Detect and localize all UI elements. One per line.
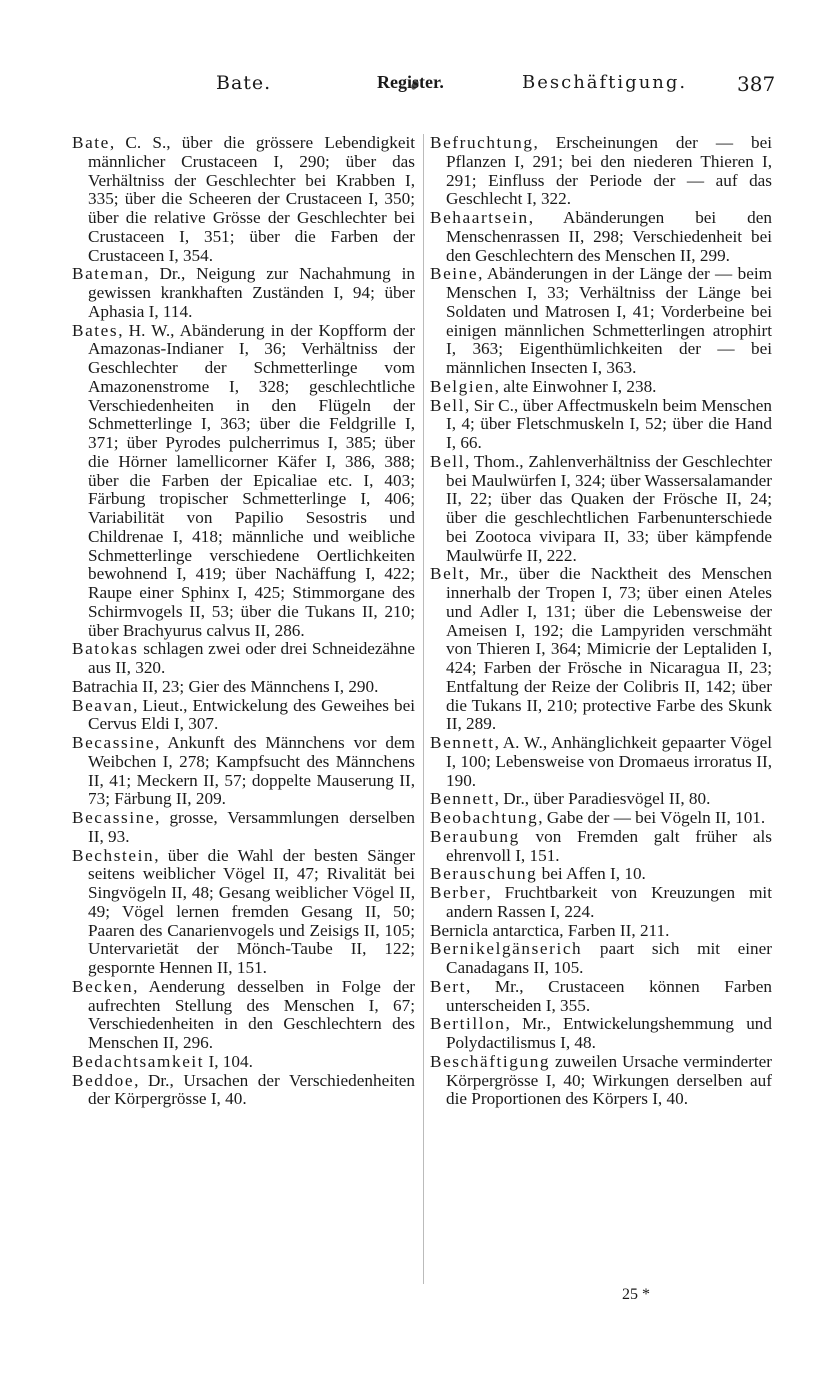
entry-headword: Beddoe xyxy=(72,1070,135,1090)
index-entry xyxy=(72,134,415,265)
index-column-right xyxy=(430,134,772,1109)
index-entry xyxy=(72,265,415,321)
entry-headword: Bertillon xyxy=(430,1014,506,1034)
entry-text: , Abänderungen in der Länge der — beim Menschen I, 33; Verhältniss der Länge bei Soldaten und Matrosen I, 41; Vorderbeine bei einigen männlichen Schmetterlingen atrophirt I, 363; Eigenthümlichkeiten der — bei männlichen Insecten I, 363. xyxy=(446,264,772,377)
entry-headword: Bernikelgänserich xyxy=(430,939,583,959)
entry-text: schlagen zwei oder drei Schneidezähne aus II, 320. xyxy=(88,639,415,677)
entry-text: , Dr., über Paradiesvögel II, 80. xyxy=(494,789,711,809)
index-entry xyxy=(72,809,415,847)
index-entry xyxy=(430,209,772,265)
entry-text: , Aenderung desselben in Folge der aufrechten Stellung des Menschen I, 67; Verschiedenheiten in den Geschlechtern des Menschen II, 296. xyxy=(88,976,415,1052)
entry-headword: Bates xyxy=(72,320,119,340)
entry-headword: Bert xyxy=(430,976,466,996)
entry-headword: Becken xyxy=(72,976,134,996)
entry-headword: Bedachtsamkeit xyxy=(72,1051,205,1071)
index-entry xyxy=(430,265,772,378)
entry-headword: Beraubung xyxy=(430,826,520,846)
entry-headword: Beine xyxy=(430,264,479,284)
entry-text: von Fremden galt früher als ehrenvoll I, 151. xyxy=(446,826,772,865)
entry-text: , Dr., Ursachen der Verschiedenheiten der Körpergrösse I, 40. xyxy=(88,1070,415,1109)
column-divider xyxy=(423,134,424,1284)
entry-text: , grosse, Versammlungen derselben II, 93. xyxy=(88,808,415,846)
index-entry xyxy=(72,978,415,1053)
entry-text: Bernicla antarctica, Farben II, 211. xyxy=(430,920,670,940)
index-entry xyxy=(72,322,415,641)
page-header xyxy=(0,72,839,102)
entry-headword: Bell xyxy=(430,395,466,415)
entry-text: zuweilen Ursache verminderter Körpergrösse I, 40; Wirkungen derselben auf die Proportionen des Körpers I, 40. xyxy=(446,1051,772,1109)
index-entry xyxy=(430,809,772,828)
entry-text: , Ankunft des Männchens vor dem Weibchen I, 278; Kampfsucht des Männchens II, 41; Meckern II, 57; doppelte Mauserung II, 73; Färbung II, 209. xyxy=(88,733,415,809)
entry-text: , Lieut., Entwickelung des Geweihes bei Cervus Eldi I, 307. xyxy=(88,695,415,734)
entry-headword: Bateman xyxy=(72,264,145,284)
entry-headword: Befruchtung xyxy=(430,133,534,152)
entry-headword: Becassine xyxy=(72,808,156,827)
index-entry xyxy=(72,734,415,809)
entry-text: bei Affen I, 10. xyxy=(537,864,646,884)
index-entry xyxy=(430,790,772,809)
entry-text: , über die Wahl der besten Sänger seitens weiblicher Vögel II, 47; Rivalität bei Singvögeln II, 48; Gesang weiblicher Vögel II, 49; Vögel lernen fremden Gesang II, 50; Paaren des Canarienvogels und Zeisigs II, 105; Untervarietät der Mönch-Taube II, 122; gespornte Hennen II, 151. xyxy=(88,845,415,977)
entry-headword: Beobachtung xyxy=(430,808,539,827)
index-entry xyxy=(430,1053,772,1109)
entry-text: , Mr., Entwickelungshemmung und Polydactilismus I, 48. xyxy=(446,1014,772,1052)
index-entry xyxy=(430,865,772,884)
index-entry xyxy=(430,978,772,1016)
entry-text: , C. S., über die grössere Lebendigkeit männlicher Crustaceen I, 290; über das Verhältniss der Geschlechter bei Krabben I, 335; über die Scheeren der Crustaceen I, 350; über die relative Grösse der Geschlechter bei Crustaceen I, 351; über die Farben der Crustaceen I, 354. xyxy=(88,133,415,265)
header-title: Register. xyxy=(377,72,444,92)
entry-text: , Mr., über die Nacktheit des Menschen innerhalb der Tropen I, 73; über einen Ateles und Adler I, 131; über die Lebensweise der Ameisen I, 192; die Lampyriden verschmäht von Thieren I, 364; Mimicrie der Leptaliden I, 424; Farben der Frösche in Nicaragua II, 23; Entfaltung der Reize der Colibris II, 142; über die Tukans II, 210; protective Farbe des Skunk II, 289. xyxy=(446,564,772,734)
entry-headword: Beavan xyxy=(72,695,134,715)
signature-mark: 25 * xyxy=(622,1286,650,1303)
index-entry xyxy=(72,678,415,697)
index-entry xyxy=(430,397,772,453)
entry-headword: Berber xyxy=(430,883,487,902)
entry-headword: Berauschung xyxy=(430,864,538,884)
entry-headword: Bate xyxy=(72,133,110,152)
entry-text: , Thom., Zahlenverhältniss der Geschlechter bei Maulwürfen I, 324; über Wassersalamander II, 22; über das Quaken der Frösche II, 24; über die geschlechtlichen Farbenunterschiede bei Zootoca vivipara II, 33; über kämpfende Maulwürfe II, 222. xyxy=(446,451,772,565)
index-entry xyxy=(430,134,772,209)
entry-headword: Bell xyxy=(430,451,466,471)
index-entry xyxy=(430,940,772,978)
entry-text: , H. W., Abänderung in der Kopfform der Amazonas-Indianer I, 36; Verhältniss der Geschlechter der Schmetterlinge vom Amazonenstrome I, 328; geschlechtliche Verschiedenheiten in den Flügeln der Schmetterlinge I, 363; über die Feldgrille I, 371; über Pyrodes pulcherrimus I, 385; über die Hörner lamellicorner Käfer I, 386, 388; über die Farben der Epicaliae etc. I, 403; Färbung tropischer Schmetterlinge I, 406; Variabilität von Papilio Sesostris und Childrenae I, 418; männliche und weibliche Schmetterlinge verschiedene Oertlichkeiten bewohnend I, 419; über Nachäffung I, 422; Raupe einer Sphinx I, 425; Stimmorgane des Schirmvogels II, 53; über die Tukans II, 210; über Brachyurus calvus II, 286. xyxy=(88,320,415,640)
entry-text: , Dr., Neigung zur Nachahmung in gewissen krankhaften Zuständen I, 94; über Aphasia I, 114. xyxy=(88,264,415,321)
entry-text: paart sich mit einer Canadagans II, 105. xyxy=(446,939,772,977)
index-entry xyxy=(430,884,772,922)
entry-text: , A. W., Anhänglichkeit gepaarter Vögel I, 100; Lebensweise von Dromaeus irroratus II, 190. xyxy=(446,733,772,790)
entry-headword: Batokas xyxy=(72,639,139,659)
entry-headword: Bennett xyxy=(430,789,495,809)
entry-headword: Belgien xyxy=(430,376,495,396)
index-entry xyxy=(72,847,415,978)
index-entry xyxy=(72,1053,415,1072)
index-entry xyxy=(430,1015,772,1053)
index-entry xyxy=(430,565,772,734)
entry-text: , Gabe der — bei Vögeln II, 101. xyxy=(538,808,766,827)
entry-headword: Belt xyxy=(430,564,466,584)
entry-headword: Behaartsein xyxy=(430,208,529,227)
entry-text: , Sir C., über Affectmuskeln beim Menschen I, 4; über Fletschmuskeln I, 52; über die Hand I, 66. xyxy=(446,395,772,452)
index-entry xyxy=(430,453,772,566)
entry-headword: Bennett xyxy=(430,733,495,752)
entry-text: Batrachia II, 23; Gier des Männchens I, 290. xyxy=(72,676,379,696)
entry-text: , alte Einwohner I, 238. xyxy=(494,376,657,396)
entry-text: , Mr., Crustaceen können Farben unterscheiden I, 355. xyxy=(446,976,772,1015)
index-entry xyxy=(430,828,772,866)
header-left-keyword: Bate. xyxy=(216,72,272,94)
index-entry xyxy=(430,922,772,941)
index-entry xyxy=(72,1072,415,1110)
entry-text: , Erscheinungen der — bei Pflanzen I, 291; bei den niederen Thieren I, 291; Einfluss der Periode der — auf das Geschlecht I, 322. xyxy=(446,133,772,209)
page-number: 387 xyxy=(737,72,776,96)
index-entry xyxy=(72,697,415,735)
entry-headword: Becassine xyxy=(72,733,156,752)
entry-text: I, 104. xyxy=(204,1051,253,1071)
entry-headword: Beschäftigung xyxy=(430,1051,551,1071)
entry-text: , Abänderungen bei den Menschenrassen II, 298; Verschiedenheit bei den Geschlechtern des Menschen II, 299. xyxy=(446,208,772,265)
index-entry xyxy=(430,734,772,790)
index-entry xyxy=(72,640,415,678)
entry-text: , Fruchtbarkeit von Kreuzungen mit andern Rassen I, 224. xyxy=(446,883,772,921)
header-right-keyword: Beschäftigung. xyxy=(522,72,688,93)
entry-headword: Bechstein xyxy=(72,845,155,865)
index-column-left xyxy=(72,134,415,1109)
index-entry xyxy=(430,378,772,397)
